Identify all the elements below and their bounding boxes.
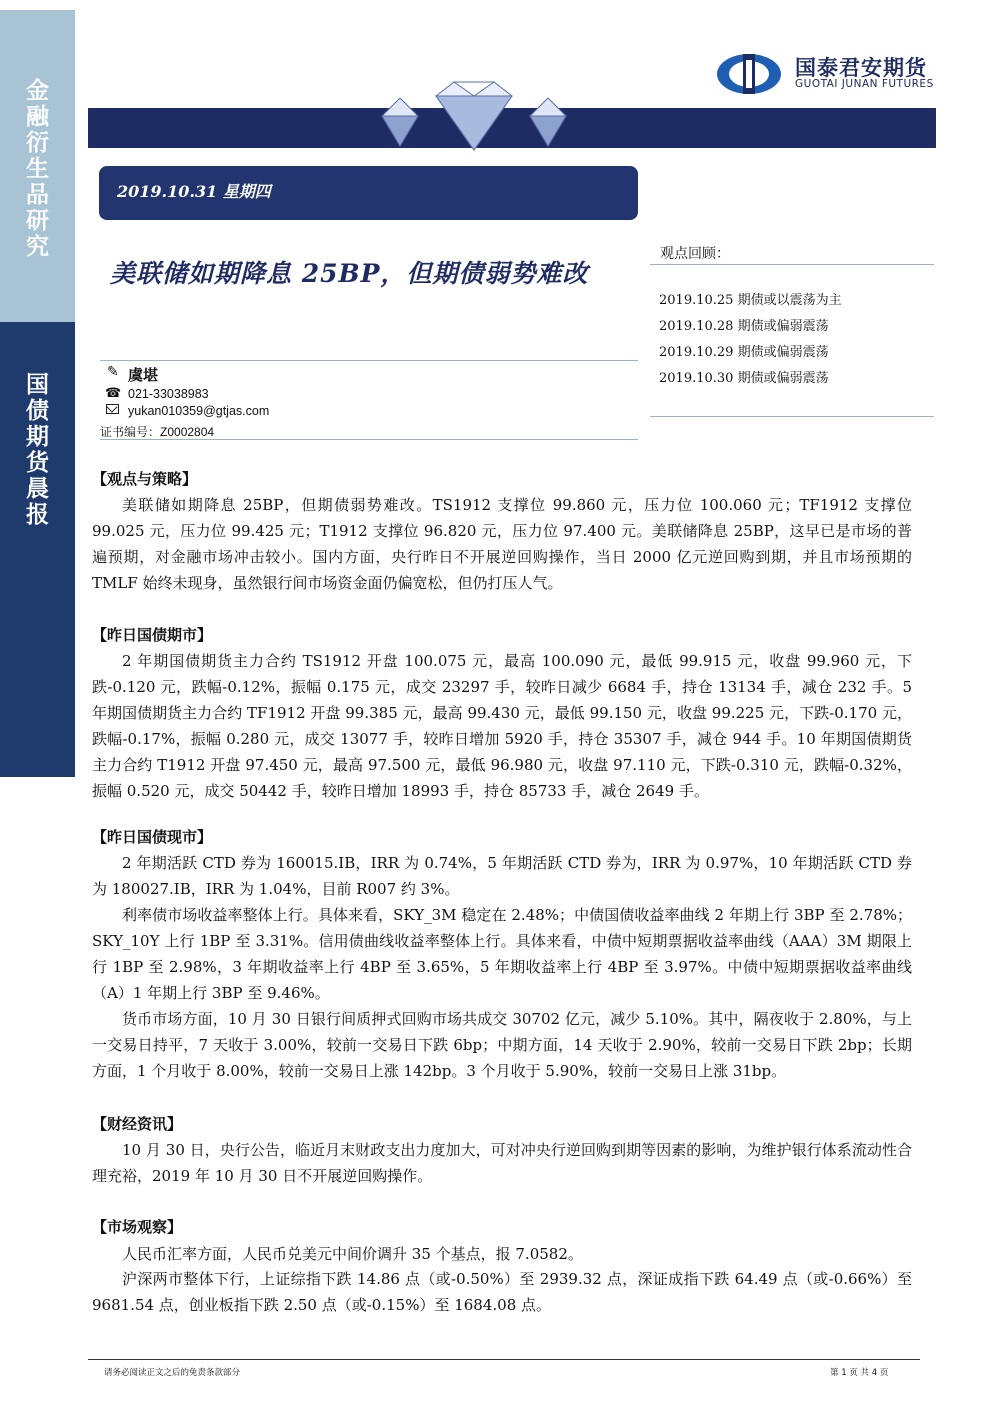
review-item[interactable]: 2019.10.29 期债或偏弱震荡 — [659, 345, 829, 360]
review-divider-top — [650, 264, 934, 265]
market-paragraph-2: 沪深两市整体下行，上证综指下跌 14.86 点（或-0.50%）至 2939.32 点，深证成指下跌 64.49 点（或-0.66%）至 9681.54 点，创业板指下跌 2.50 点（或-0.15%）至 1684.08 点。 — [92, 1270, 912, 1314]
mail-icon — [106, 404, 119, 414]
author-name: 虞堪 — [128, 366, 159, 384]
review-item[interactable]: 2019.10.30 期债或偏弱震荡 — [659, 371, 829, 386]
phone-icon: ☎ — [105, 386, 122, 401]
market-paragraph-1: 人民币汇率方面，人民币兑美元中间价调升 35 个基点，报 7.0582。 — [122, 1245, 583, 1263]
news-paragraph: 10 月 30 日，央行公告，临近月末财政支出力度加大，可对冲央行逆回购到期等因素的影响，为维护银行体系流动性合理充裕，2019 年 10 月 30 日不开展逆回购操作。 — [92, 1141, 912, 1185]
review-item[interactable]: 2019.10.25 期债或以震荡为主 — [659, 293, 842, 308]
logo-mark-icon — [715, 52, 783, 96]
spot-paragraph-3: 货币市场方面，10 月 30 日银行间质押式回购市场共成交 30702 亿元，减少 5.10%。其中，隔夜收于 2.80%，与上一交易日持平，7 天收于 3.00%，较前一交易日下跌 6bp；中期方面，14 天收于 2.90%，较前一交易日下跌 2bp；长期方面，1 个月收于 8.00%，较前一交易日上涨 142bp。3 个月收于 5.90%，较前一交易日上涨 31bp。 — [92, 1010, 912, 1080]
sidebar-label-research: 金 融 衍 生 品 研 究 — [26, 78, 49, 260]
section-head-futures: 【昨日国债期市】 — [92, 626, 213, 644]
view-paragraph: 美联储如期降息 25BP，但期债弱势难改。TS1912 支撑位 99.860 元，压力位 100.060 元；TF1912 支撑位 99.025 元，压力位 99.425 元；T1912 支撑位 96.820 元，压力位 97.400 元。美联储降息 25BP，这早已是市场的普遍预期，对金融市场冲击较小。国内方面，央行昨日不开展逆回购操作，当日 2000 亿元逆回购到期，并且市场预期的 TMLF 始终未现身，虽然银行间市场资金面仍偏宽松，但仍打压人气。 — [92, 496, 912, 592]
footer-disclaimer: 请务必阅读正文之后的免责条款部分 — [104, 1368, 241, 1378]
report-date: 2019.10.31 星期四 — [117, 182, 271, 201]
section-head-view: 【观点与策略】 — [92, 470, 198, 488]
review-item[interactable]: 2019.10.28 期债或偏弱震荡 — [659, 319, 829, 334]
logo-name: 国泰君安期货 — [795, 56, 927, 80]
section-head-news: 【财经资讯】 — [92, 1115, 183, 1133]
futures-paragraph: 2 年期国债期货主力合约 TS1912 开盘 100.075 元，最高 100.090 元，最低 99.915 元，收盘 99.960 元，下跌-0.120 元，跌幅-0.12%，振幅 0.175 元，成交 23297 手，较昨日减少 6684 手，持仓 13134 手，减仓 232 手。5 年期国债期货主力合约 TF1912 开盘 99.385 元，最高 99.430 元，最低 99.150 元，收盘 99.225 元，下跌-0.170 元，跌幅-0.17%，振幅 0.280 元，成交 13077 手，较昨日增加 5920 手，持仓 35307 手，减仓 944 手。10 年期国债期货主力合约 T1912 开盘 97.450 元，最高 97.500 元，最低 96.980 元，收盘 97.110 元，下跌-0.310 元，跌幅-0.32%，振幅 0.520 元，成交 50442 手，较昨日增加 18993 手，持仓 85733 手，减仓 2649 手。 — [92, 652, 912, 800]
logo-english: GUOTAI JUNAN FUTURES — [795, 78, 934, 90]
footer-divider — [88, 1359, 920, 1360]
author-divider-top — [100, 360, 638, 361]
report-title: 美联储如期降息 25BP，但期债弱势难改 — [110, 259, 589, 288]
date-banner — [99, 166, 638, 220]
spot-paragraph-2: 利率债市场收益率整体上行。具体来看，SKY_3M 稳定在 2.48%；中债国债收益率曲线 2 年期上行 3BP 至 2.78%；SKY_10Y 上行 1BP 至 3.31%。信用债曲线收益率整体上行。具体来看，中债中短期票据收益率曲线（AAA）3M 期限上行 1BP 至 2.98%，3 年期收益率上行 4BP 至 3.65%，5 年期收益率上行 4BP 至 3.97%。中债中短期票据收益率曲线（A）1 年期上行 3BP 至 9.46%。 — [92, 906, 912, 1002]
certificate-number: 证书编号：Z0002804 — [100, 425, 215, 439]
spot-paragraph-1: 2 年期活跃 CTD 券为 160015.IB，IRR 为 0.74%，5 年期活跃 CTD 券为，IRR 为 0.97%，10 年期活跃 CTD 券为 180027.IB，IRR 为 1.04%，目前 R007 约 3%。 — [92, 854, 912, 898]
section-head-market: 【市场观察】 — [92, 1218, 183, 1236]
review-divider-bottom — [650, 416, 934, 417]
sidebar-label-report: 国 债 期 货 晨 报 — [26, 372, 49, 528]
diamond-icon — [374, 76, 574, 156]
company-logo — [715, 52, 935, 96]
page-number: 第 1 页 共 4 页 — [830, 1368, 889, 1378]
review-title: 观点回顾： — [660, 246, 730, 262]
review-list — [659, 292, 842, 396]
pencil-icon: ✎ — [107, 364, 119, 380]
section-head-spot: 【昨日国债现市】 — [92, 828, 213, 846]
author-email[interactable]: yukan010359@gtjas.com — [128, 404, 270, 418]
author-phone: 021-33038983 — [128, 387, 209, 401]
